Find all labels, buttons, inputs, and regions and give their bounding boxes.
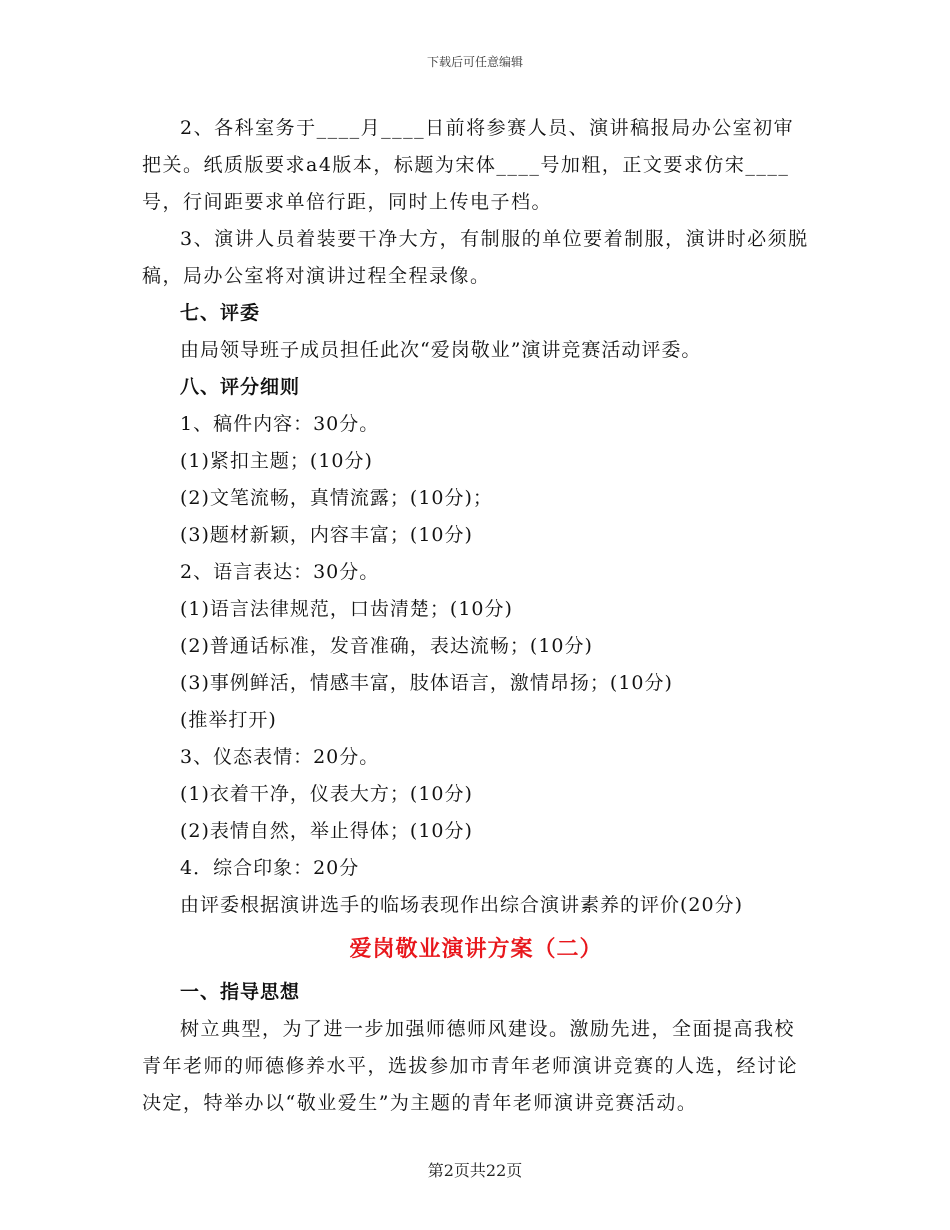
scoring-subitem: (2)表情自然，举止得体；(10分)	[180, 820, 473, 842]
document-body	[142, 110, 810, 1122]
page-header: 下载后可任意编辑	[426, 55, 523, 69]
page-footer: 第2页共22页	[427, 1161, 523, 1180]
heading-scoring: 八、评分细则	[180, 376, 301, 398]
scoring-item-language: 2、语言表达：30分。	[180, 561, 380, 583]
paragraph-attire: 3、演讲人员着装要干净大方，有制服的单位要着制服，演讲时必须脱稿，局办公室将对演讲过程全程录像。	[142, 228, 809, 287]
scoring-subitem: 由评委根据演讲选手的临场表现作出综合演讲素养的评价(20分)	[180, 894, 744, 916]
scoring-subitem: (2)文笔流畅，真情流露；(10分)；	[180, 487, 493, 509]
scoring-item-impression: 4．综合印象：20分	[180, 857, 360, 879]
paragraph-guiding-ideology: 树立典型，为了进一步加强师德师风建设。激励先进，全面提高我校青年老师的师德修养水平，选拔参加市青年老师演讲竞赛的人选，经讨论决定，特举办以“敬业爱生”为主题的青年老师演讲竞赛活动。	[142, 1018, 799, 1114]
scoring-subitem: (3)事例鲜活，情感丰富，肢体语言，激情昂扬；(10分)	[180, 672, 673, 694]
scoring-subitem: (1)衣着干净，仪表大方；(10分)	[180, 783, 473, 805]
scoring-note: (推举打开)	[180, 709, 277, 731]
heading-guiding-ideology: 一、指导思想	[180, 981, 301, 1003]
scoring-item-demeanor: 3、仪态表情：20分。	[180, 746, 380, 768]
scoring-subitem: (3)题材新颖，内容丰富；(10分)	[180, 524, 473, 546]
section-title: 爱岗敬业演讲方案（二）	[349, 936, 603, 962]
scoring-subitem: (1)语言法律规范，口齿清楚；(10分)	[180, 598, 513, 620]
scoring-subitem: (1)紧扣主题；(10分)	[180, 450, 373, 472]
heading-judges: 七、评委	[180, 302, 261, 324]
paragraph-submission: 2、各科室务于____月____日前将参赛人员、演讲稿报局办公室初审把关。纸质版要求a4版本，标题为宋体____号加粗，正文要求仿宋____号，行间距要求单倍行距，同时上传电子档。	[142, 117, 795, 213]
scoring-subitem: (2)普通话标准，发音准确，表达流畅；(10分)	[180, 635, 593, 657]
paragraph-judges: 由局领导班子成员担任此次“爱岗敬业”演讲竞赛活动评委。	[180, 339, 702, 361]
scoring-item-content: 1、稿件内容：30分。	[180, 413, 380, 435]
